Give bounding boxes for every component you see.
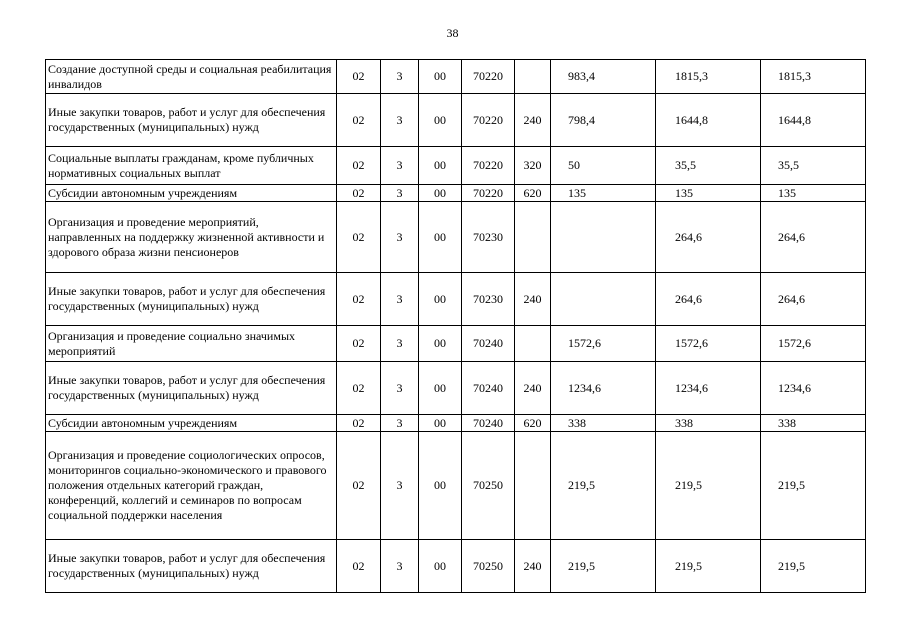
code-section: 02 <box>337 147 381 185</box>
code-subprogram: 00 <box>419 362 462 415</box>
amount-year-2: 1572,6 <box>656 326 761 362</box>
code-section: 02 <box>337 273 381 326</box>
code-direction: 70250 <box>462 432 515 540</box>
row-name: Иные закупки товаров, работ и услуг для обеспечения государственных (муниципальных) нужд <box>46 540 337 593</box>
code-expense-type: 240 <box>515 273 551 326</box>
amount-year-1 <box>551 273 656 326</box>
budget-table <box>45 59 866 593</box>
code-subprogram: 00 <box>419 147 462 185</box>
code-expense-type: 320 <box>515 147 551 185</box>
code-program: 3 <box>381 273 419 326</box>
amount-year-2: 1815,3 <box>656 60 761 94</box>
amount-year-3: 1815,3 <box>761 60 866 94</box>
code-program: 3 <box>381 432 419 540</box>
code-program: 3 <box>381 202 419 273</box>
amount-year-1: 50 <box>551 147 656 185</box>
amount-year-3: 264,6 <box>761 202 866 273</box>
code-subprogram: 00 <box>419 60 462 94</box>
code-section: 02 <box>337 540 381 593</box>
row-name: Субсидии автономным учреждениям <box>46 415 337 432</box>
table-row <box>46 362 866 415</box>
code-section: 02 <box>337 202 381 273</box>
row-name: Социальные выплаты гражданам, кроме публичных нормативных социальных выплат <box>46 147 337 185</box>
code-subprogram: 00 <box>419 326 462 362</box>
table-body <box>46 60 866 593</box>
code-direction: 70220 <box>462 60 515 94</box>
amount-year-1 <box>551 202 656 273</box>
amount-year-2: 219,5 <box>656 432 761 540</box>
code-direction: 70220 <box>462 147 515 185</box>
code-subprogram: 00 <box>419 94 462 147</box>
amount-year-3: 264,6 <box>761 273 866 326</box>
amount-year-2: 264,6 <box>656 202 761 273</box>
amount-year-3: 35,5 <box>761 147 866 185</box>
code-direction: 70230 <box>462 273 515 326</box>
code-direction: 70240 <box>462 415 515 432</box>
table-row <box>46 273 866 326</box>
row-name: Иные закупки товаров, работ и услуг для обеспечения государственных (муниципальных) нужд <box>46 94 337 147</box>
code-expense-type: 240 <box>515 540 551 593</box>
code-direction: 70220 <box>462 94 515 147</box>
code-expense-type: 240 <box>515 94 551 147</box>
amount-year-3: 219,5 <box>761 432 866 540</box>
table-row <box>46 60 866 94</box>
code-direction: 70250 <box>462 540 515 593</box>
amount-year-3: 1644,8 <box>761 94 866 147</box>
code-expense-type: 240 <box>515 362 551 415</box>
code-direction: 70220 <box>462 185 515 202</box>
code-section: 02 <box>337 60 381 94</box>
code-expense-type <box>515 202 551 273</box>
code-subprogram: 00 <box>419 432 462 540</box>
code-program: 3 <box>381 60 419 94</box>
table-row <box>46 326 866 362</box>
code-expense-type <box>515 326 551 362</box>
code-expense-type <box>515 432 551 540</box>
code-subprogram: 00 <box>419 540 462 593</box>
amount-year-3: 1572,6 <box>761 326 866 362</box>
code-subprogram: 00 <box>419 185 462 202</box>
code-program: 3 <box>381 540 419 593</box>
code-expense-type <box>515 60 551 94</box>
code-section: 02 <box>337 432 381 540</box>
row-name: Организация и проведение социально значимых мероприятий <box>46 326 337 362</box>
code-subprogram: 00 <box>419 273 462 326</box>
amount-year-1: 1234,6 <box>551 362 656 415</box>
row-name: Создание доступной среды и социальная реабилитация инвалидов <box>46 60 337 94</box>
code-section: 02 <box>337 94 381 147</box>
amount-year-3: 1234,6 <box>761 362 866 415</box>
amount-year-1: 135 <box>551 185 656 202</box>
amount-year-2: 338 <box>656 415 761 432</box>
amount-year-1: 219,5 <box>551 432 656 540</box>
amount-year-2: 219,5 <box>656 540 761 593</box>
amount-year-3: 135 <box>761 185 866 202</box>
amount-year-2: 1644,8 <box>656 94 761 147</box>
code-direction: 70240 <box>462 362 515 415</box>
amount-year-2: 1234,6 <box>656 362 761 415</box>
page-number: 38 <box>446 26 459 40</box>
table-row <box>46 202 866 273</box>
code-program: 3 <box>381 94 419 147</box>
row-name: Иные закупки товаров, работ и услуг для обеспечения государственных (муниципальных) нужд <box>46 273 337 326</box>
table-row <box>46 94 866 147</box>
code-direction: 70230 <box>462 202 515 273</box>
amount-year-2: 35,5 <box>656 147 761 185</box>
amount-year-1: 983,4 <box>551 60 656 94</box>
code-subprogram: 00 <box>419 415 462 432</box>
code-direction: 70240 <box>462 326 515 362</box>
amount-year-1: 338 <box>551 415 656 432</box>
code-program: 3 <box>381 147 419 185</box>
amount-year-2: 264,6 <box>656 273 761 326</box>
code-program: 3 <box>381 185 419 202</box>
table-row <box>46 415 866 432</box>
code-program: 3 <box>381 326 419 362</box>
row-name: Субсидии автономным учреждениям <box>46 185 337 202</box>
code-expense-type: 620 <box>515 415 551 432</box>
row-name: Организация и проведение социологических опросов, мониторингов социально-экономического и правового положения отдельных категорий граждан, конференций, коллегий и семинаров по вопросам социальной поддержки населения <box>46 432 337 540</box>
row-name: Организация и проведение мероприятий, направленных на поддержку жизненной активности и здорового образа жизни пенсионеров <box>46 202 337 273</box>
amount-year-1: 798,4 <box>551 94 656 147</box>
amount-year-3: 219,5 <box>761 540 866 593</box>
code-expense-type: 620 <box>515 185 551 202</box>
amount-year-2: 135 <box>656 185 761 202</box>
table-row <box>46 432 866 540</box>
code-section: 02 <box>337 362 381 415</box>
code-program: 3 <box>381 415 419 432</box>
table-row <box>46 147 866 185</box>
table-row <box>46 185 866 202</box>
amount-year-3: 338 <box>761 415 866 432</box>
code-program: 3 <box>381 362 419 415</box>
code-section: 02 <box>337 326 381 362</box>
amount-year-1: 219,5 <box>551 540 656 593</box>
row-name: Иные закупки товаров, работ и услуг для обеспечения государственных (муниципальных) нужд <box>46 362 337 415</box>
code-subprogram: 00 <box>419 202 462 273</box>
amount-year-1: 1572,6 <box>551 326 656 362</box>
code-section: 02 <box>337 415 381 432</box>
code-section: 02 <box>337 185 381 202</box>
table-row <box>46 540 866 593</box>
